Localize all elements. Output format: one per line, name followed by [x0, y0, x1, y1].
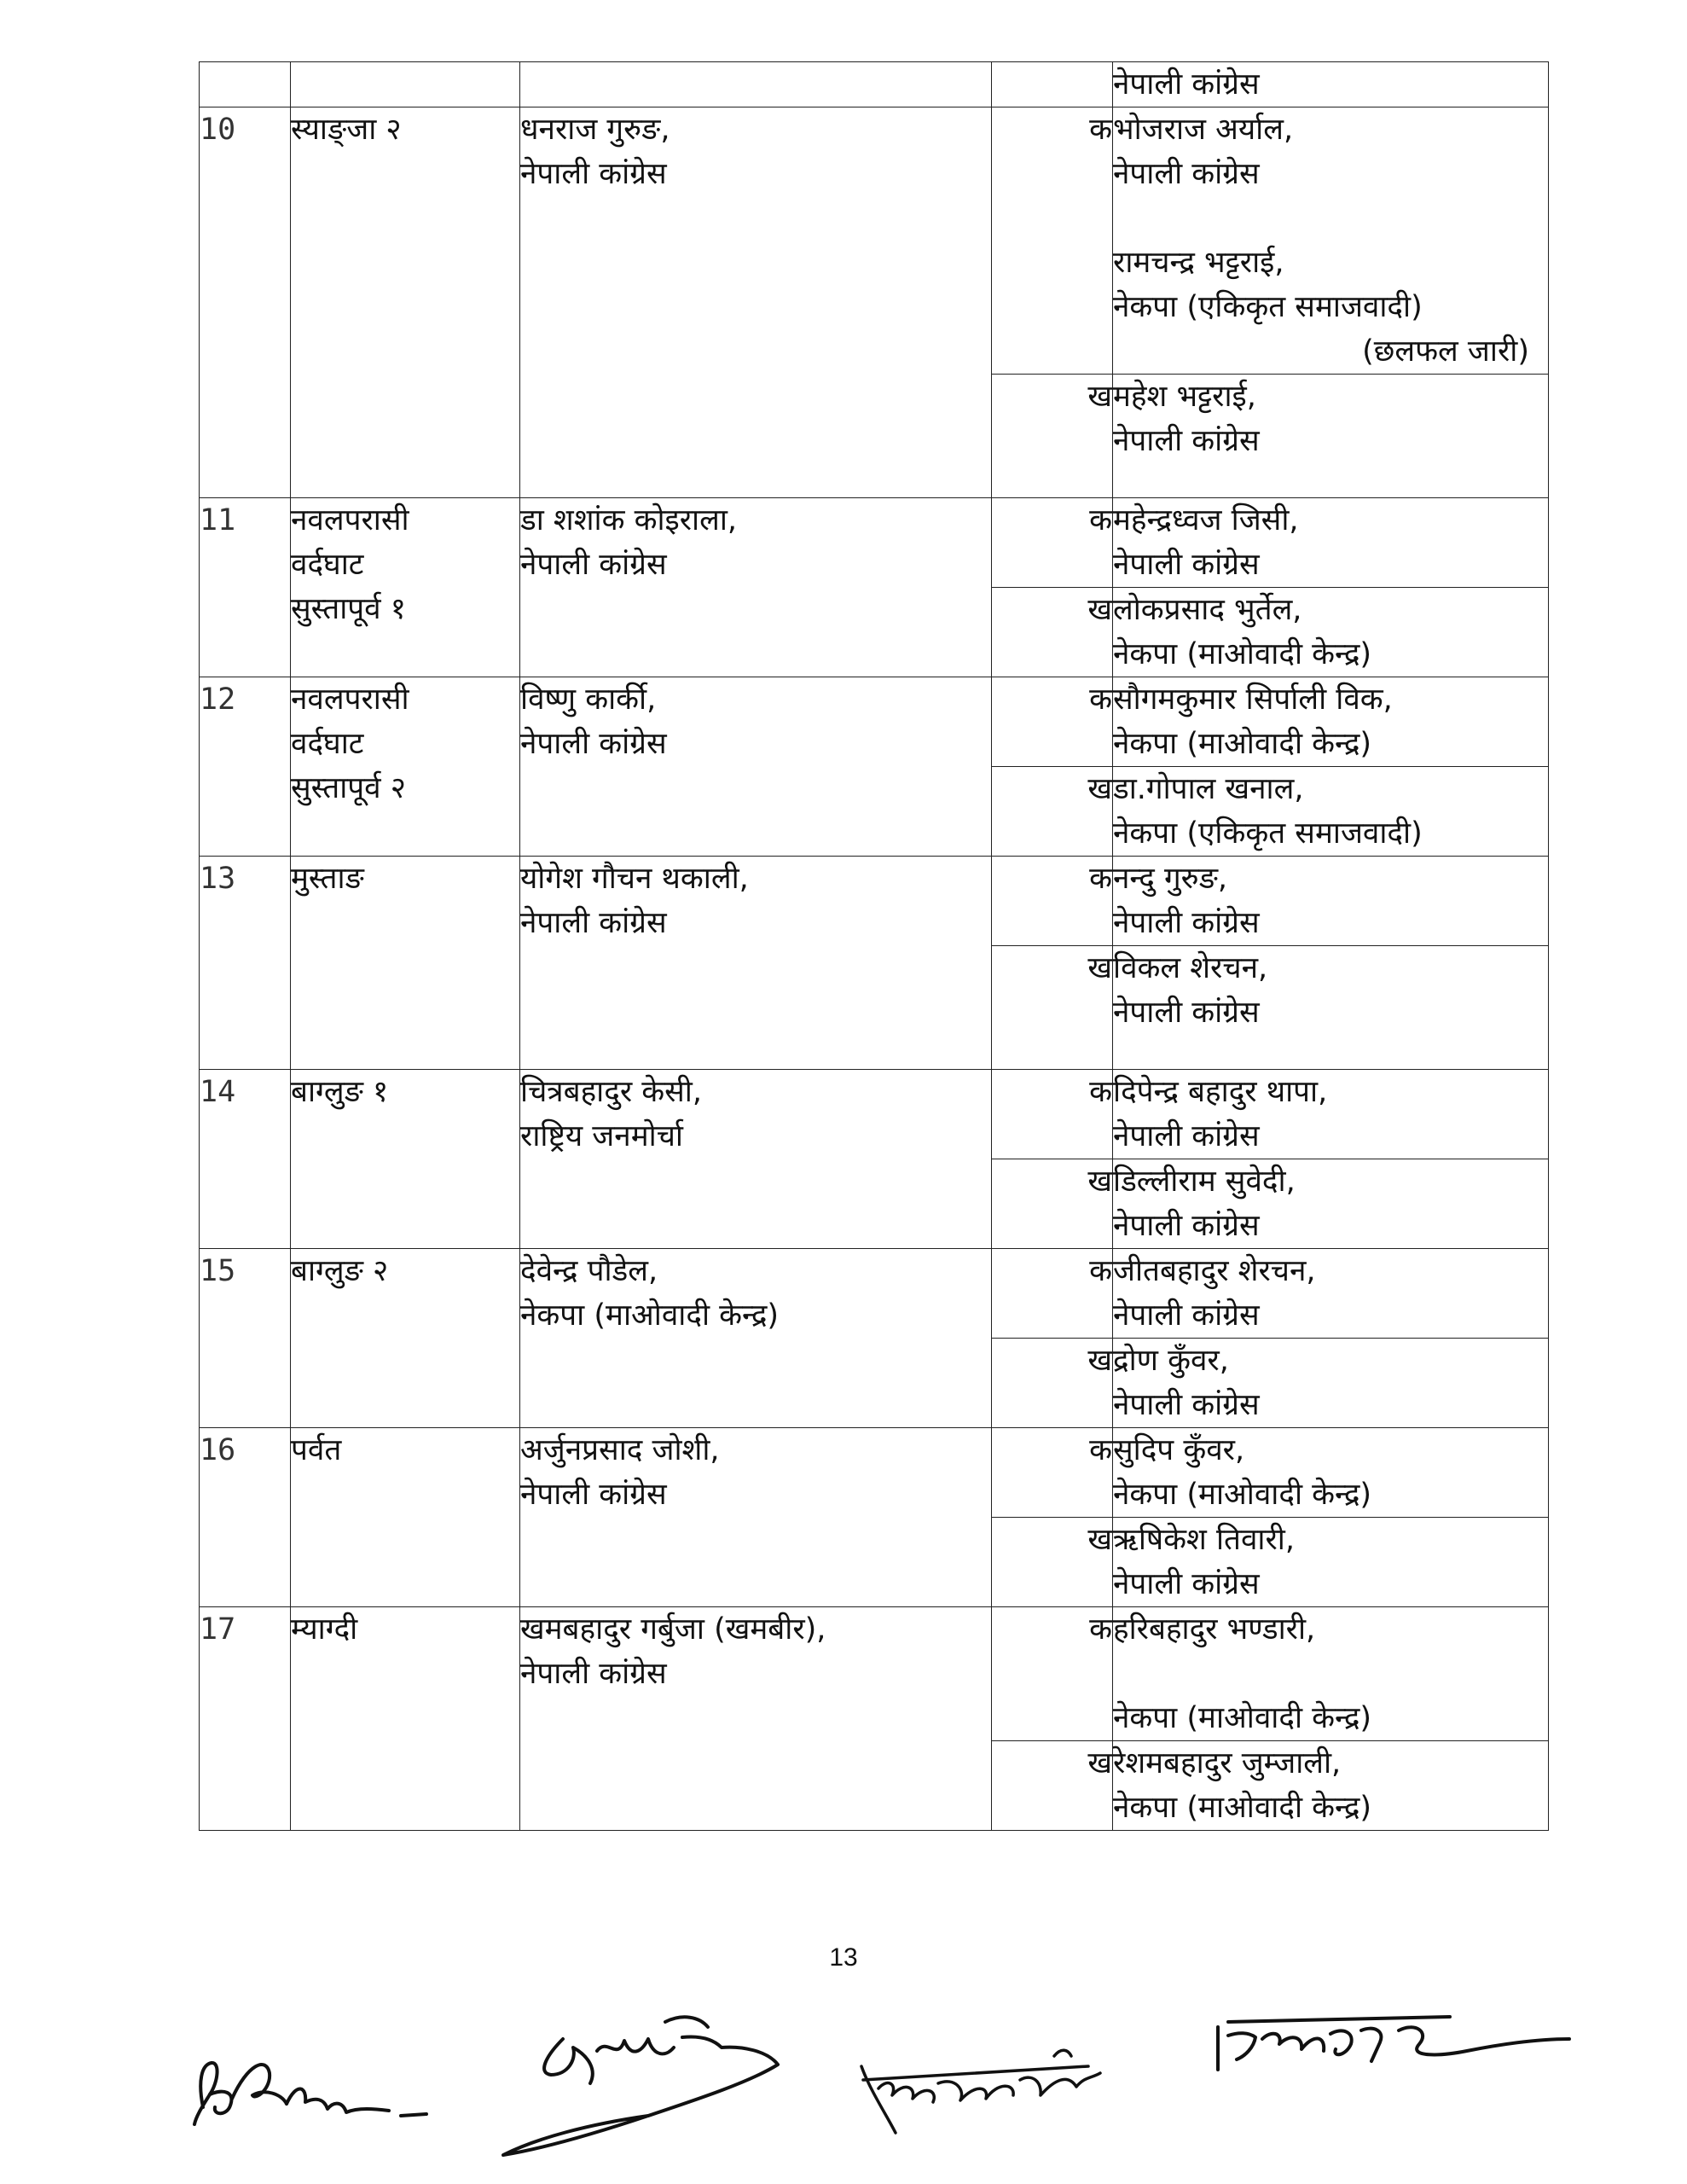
candidate-table — [199, 61, 1549, 1831]
signatures — [0, 1988, 1687, 2184]
candidate-line: नेपाली कांग्रेस — [1113, 906, 1260, 940]
candidate-line: द्रोण कुँवर, — [1113, 1344, 1229, 1378]
candidate-line: नेकपा (एकिकृत समाजवादी) — [1113, 816, 1423, 851]
winner-line: नेपाली कांग्रेस — [520, 157, 667, 191]
table-row — [200, 677, 1549, 767]
line-gap — [1113, 1652, 1548, 1696]
candidate-label: क — [992, 1249, 1113, 1339]
candidate-label: ख — [992, 767, 1113, 857]
candidate-line: रामचन्द्र भट्टराई, — [1113, 246, 1284, 280]
table-row — [200, 1428, 1549, 1518]
constituency-line: म्याग्दी — [291, 1612, 358, 1647]
winner-cell — [520, 62, 992, 107]
candidate-label: क — [992, 1070, 1113, 1159]
candidate-line: भोजराज अर्याल, — [1113, 113, 1294, 147]
winner-cell — [520, 107, 992, 498]
candidate-table-body — [200, 62, 1549, 1831]
winner-cell — [520, 498, 992, 677]
candidate-cell — [1113, 1518, 1549, 1607]
table-row — [200, 107, 1549, 375]
constituency-cell — [291, 498, 520, 677]
candidate-label: क — [992, 498, 1113, 588]
constituency-cell — [291, 677, 520, 857]
table-row — [200, 1607, 1549, 1741]
candidate-label: क — [992, 677, 1113, 767]
candidate-label: ख — [992, 1741, 1113, 1831]
constituency-cell — [291, 1428, 520, 1607]
table-row — [200, 498, 1549, 588]
candidate-line: रेशमबहादुर जुम्जाली, — [1113, 1746, 1342, 1780]
candidate-line: सौगमकुमार सिर्पाली विक, — [1113, 682, 1393, 717]
candidate-label: ख — [992, 1159, 1113, 1249]
candidate-line: दिपेन्द्र बहादुर थापा, — [1113, 1075, 1328, 1109]
constituency-cell — [291, 1249, 520, 1428]
candidate-line: नेकपा (माओवादी केन्द्र) — [1113, 1701, 1372, 1735]
winner-line: अर्जुनप्रसाद जोशी, — [520, 1433, 720, 1467]
constituency-line: नवलपरासी — [291, 503, 409, 537]
candidate-line: महेन्द्रध्वज जिसी, — [1113, 503, 1299, 537]
candidate-line: हरिबहादुर भण्डारी, — [1113, 1612, 1316, 1647]
constituency-line: स्याङ्जा २ — [291, 113, 402, 147]
row-number: 13 — [200, 857, 291, 1070]
candidate-line: नेपाली कांग्रेस — [1113, 1119, 1260, 1153]
row-number: 10 — [200, 107, 291, 498]
candidate-cell — [1113, 375, 1549, 498]
candidate-label: ख — [992, 1518, 1113, 1607]
signature-4 — [1218, 2017, 1569, 2070]
constituency-cell — [291, 1070, 520, 1249]
winner-line: चित्रबहादुर केसी, — [520, 1075, 703, 1109]
candidate-line: नेपाली कांग्रेस — [1113, 1209, 1260, 1243]
candidate-line: नेपाली कांग्रेस — [1113, 67, 1260, 102]
constituency-line: सुस्तापूर्व १ — [291, 592, 406, 626]
candidate-line: नेपाली कांग्रेस — [1113, 1388, 1260, 1422]
candidate-line: नन्दु गुरुङ, — [1113, 862, 1228, 896]
candidate-cell — [1113, 1428, 1549, 1518]
candidate-cell — [1113, 1249, 1549, 1339]
candidate-label: ख — [992, 588, 1113, 677]
constituency-line: पर्वत — [291, 1433, 342, 1467]
candidate-cell — [1113, 1339, 1549, 1428]
candidate-cell — [1113, 1070, 1549, 1159]
candidate-line: नेपाली कांग्रेस — [1113, 548, 1260, 582]
candidate-label: ख — [992, 946, 1113, 1070]
candidate-line: लोकप्रसाद भुर्तेल, — [1113, 593, 1302, 627]
candidate-cell — [1113, 767, 1549, 857]
constituency-cell — [291, 857, 520, 1070]
candidate-cell — [1113, 498, 1549, 588]
discussion-note: (छलफल जारी) — [1362, 334, 1529, 369]
winner-cell — [520, 1070, 992, 1249]
page-number: 13 — [829, 1943, 858, 1972]
candidate-line: नेपाली कांग्रेस — [1113, 157, 1260, 191]
row-number: 12 — [200, 677, 291, 857]
candidate-line: नेकपा (माओवादी केन्द्र) — [1113, 1791, 1372, 1825]
candidate-label: क — [992, 107, 1113, 375]
candidate-line: नेकपा (माओवादी केन्द्र) — [1113, 727, 1372, 761]
candidate-line: डा.गोपाल खनाल, — [1113, 772, 1304, 806]
winner-line: नेकपा (माओवादी केन्द्र) — [520, 1298, 780, 1333]
candidate-line: नेपाली कांग्रेस — [1113, 996, 1260, 1030]
candidate-cell — [1113, 677, 1549, 767]
row-number — [200, 62, 291, 107]
candidate-line: नेपाली कांग्रेस — [1113, 1298, 1260, 1333]
winner-cell — [520, 677, 992, 857]
candidate-line: डिल्लीराम सुवेदी, — [1113, 1165, 1296, 1199]
candidate-label — [992, 62, 1113, 107]
candidate-label: क — [992, 857, 1113, 946]
row-number: 15 — [200, 1249, 291, 1428]
winner-line: नेपाली कांग्रेस — [520, 1478, 667, 1512]
row-number: 17 — [200, 1607, 291, 1831]
winner-line: नेपाली कांग्रेस — [520, 1657, 667, 1691]
table-row — [200, 62, 1549, 107]
candidate-line: नेपाली कांग्रेस — [1113, 424, 1260, 458]
table-row — [200, 857, 1549, 946]
candidate-label: क — [992, 1607, 1113, 1741]
candidate-line: जीतबहादुर शेरचन, — [1113, 1254, 1316, 1288]
constituency-cell — [291, 107, 520, 498]
winner-line: नेपाली कांग्रेस — [520, 906, 667, 940]
signature-3 — [861, 2050, 1100, 2133]
winner-line: डा शशांक कोइराला, — [520, 503, 738, 537]
row-number: 16 — [200, 1428, 291, 1607]
table-row — [200, 1249, 1549, 1339]
candidate-line: नेपाली कांग्रेस — [1113, 1567, 1260, 1601]
constituency-line: बाग्लुङ १ — [291, 1075, 389, 1109]
signature-1 — [194, 2063, 426, 2124]
winner-cell — [520, 1428, 992, 1607]
candidate-cell — [1113, 1159, 1549, 1249]
candidate-label: ख — [992, 375, 1113, 498]
candidate-line: ऋषिकेश तिवारी, — [1113, 1523, 1296, 1557]
candidate-cell — [1113, 1741, 1549, 1831]
candidate-cell — [1113, 107, 1549, 375]
constituency-line: नवलपरासी — [291, 682, 409, 717]
candidate-cell — [1113, 1607, 1549, 1741]
signature-2 — [503, 2017, 778, 2155]
line-gap — [1113, 196, 1548, 241]
winner-line: विष्णु कार्की, — [520, 682, 657, 717]
constituency-line: मुस्ताङ — [291, 862, 364, 896]
candidate-line: नेकपा (माओवादी केन्द्र) — [1113, 1478, 1372, 1512]
candidate-label: क — [992, 1428, 1113, 1518]
candidate-line: विकल शेरचन, — [1113, 951, 1268, 985]
constituency-line: वर्दघाट — [291, 727, 364, 761]
winner-cell — [520, 857, 992, 1070]
winner-line: देवेन्द्र पौडेल, — [520, 1254, 658, 1288]
candidate-line: महेश भट्टराई, — [1113, 380, 1256, 414]
winner-line: राष्ट्रिय जनमोर्चा — [520, 1119, 683, 1153]
winner-line: धनराज गुरुङ, — [520, 113, 670, 147]
candidate-cell — [1113, 946, 1549, 1070]
candidate-line: नेकपा (माओवादी केन्द्र) — [1113, 637, 1372, 671]
candidate-label: ख — [992, 1339, 1113, 1428]
constituency-line: वर्दघाट — [291, 548, 364, 582]
winner-line: नेपाली कांग्रेस — [520, 548, 667, 582]
candidate-line: सुदिप कुँवर, — [1113, 1433, 1245, 1467]
winner-cell — [520, 1249, 992, 1428]
candidate-cell — [1113, 857, 1549, 946]
winner-line: नेपाली कांग्रेस — [520, 727, 667, 761]
winner-line: खमबहादुर गर्बुजा (खमबीर), — [520, 1612, 826, 1647]
candidate-cell — [1113, 62, 1549, 107]
row-number: 11 — [200, 498, 291, 677]
winner-line: योगेश गौचन थकाली, — [520, 862, 749, 896]
candidate-line: नेकपा (एकिकृत समाजवादी) — [1113, 290, 1423, 324]
row-number: 14 — [200, 1070, 291, 1249]
candidate-cell — [1113, 588, 1549, 677]
winner-cell — [520, 1607, 992, 1831]
constituency-cell — [291, 1607, 520, 1831]
constituency-cell — [291, 62, 520, 107]
constituency-line: सुस्तापूर्व २ — [291, 771, 406, 805]
constituency-line: बाग्लुङ २ — [291, 1254, 389, 1288]
table-row — [200, 1070, 1549, 1159]
